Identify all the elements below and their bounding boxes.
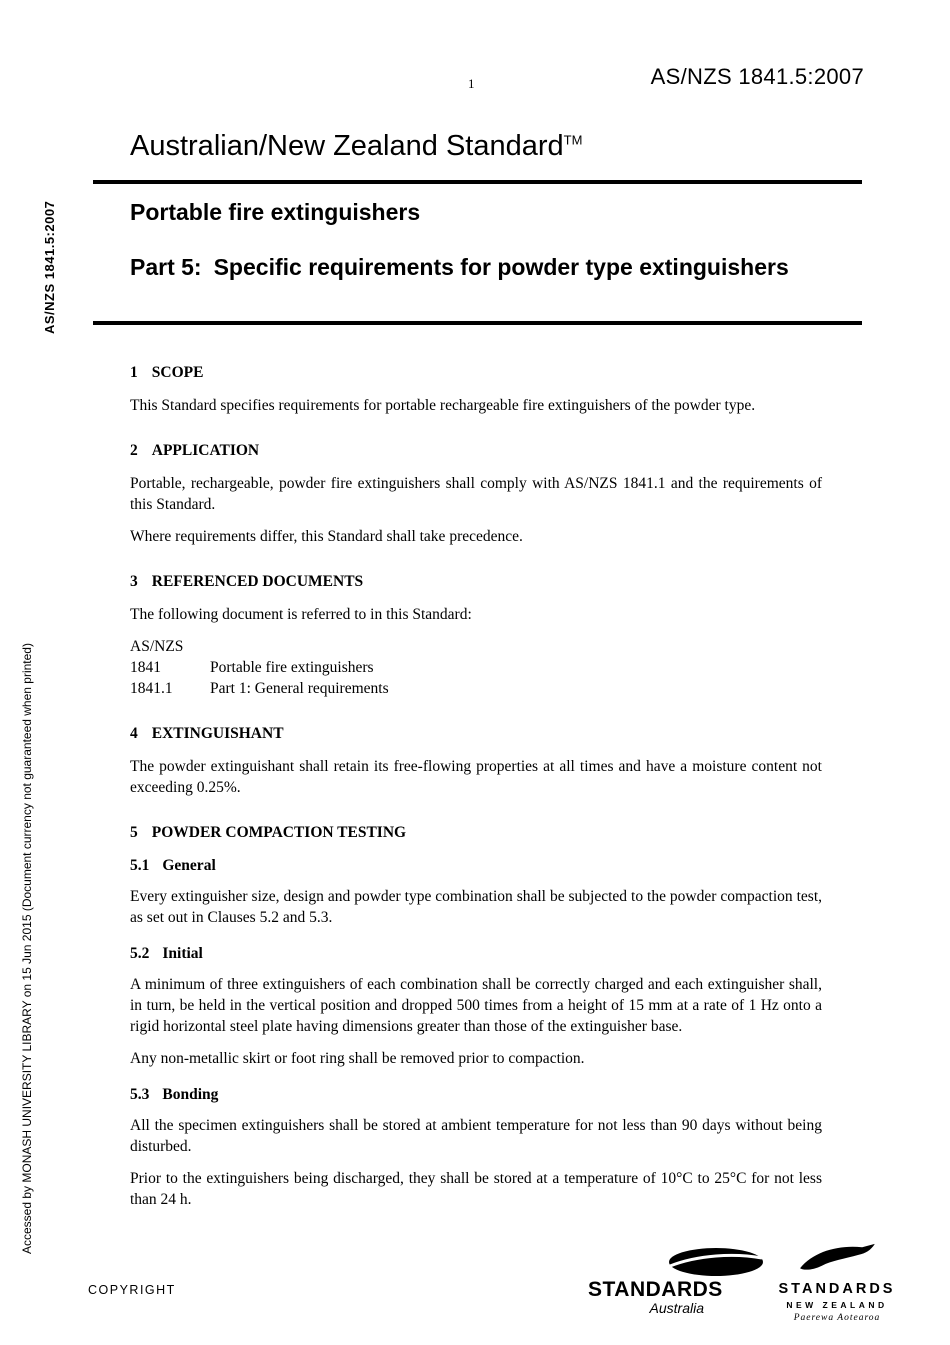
standards-nz-country: NEW ZEALAND — [786, 1300, 888, 1310]
section-number: 1 — [130, 364, 138, 381]
trademark-superscript: TM — [563, 132, 583, 148]
reference-item — [130, 657, 822, 678]
paragraph: The powder extinguishant shall retain its free-flowing properties at all times and have a moisture content not exceeding 0.25%. — [130, 758, 822, 796]
section-number: 2 — [130, 442, 138, 459]
subsection-number: 5.3 — [130, 1086, 150, 1103]
subsection-title: General — [162, 857, 216, 874]
section-heading — [130, 362, 822, 383]
subsection-heading-bonding — [130, 1084, 822, 1105]
paragraph: Portable, rechargeable, powder fire extinguishers shall comply with AS/NZS 1841.1 and the requirements of this Standard. — [130, 475, 822, 513]
section-number: 3 — [130, 573, 138, 590]
reference-code: 1841 — [130, 659, 161, 676]
section-title: POWDER COMPACTION TESTING — [151, 824, 407, 841]
reference-title: Part 1: General requirements — [210, 680, 389, 697]
section-heading — [130, 440, 822, 461]
reference-series: AS/NZS — [130, 638, 184, 655]
section-heading — [130, 723, 822, 744]
divider-rule-top — [93, 180, 862, 184]
standards-australia-wordmark: STANDARDS — [588, 1278, 723, 1301]
reference-code: 1841.1 — [130, 680, 173, 697]
subsection-title: Bonding — [162, 1086, 219, 1103]
subsection-heading-initial — [130, 943, 822, 964]
section-number: 4 — [130, 725, 138, 742]
paragraph: Every extinguisher size, design and powder type combination shall be subjected to the powder compaction test, as set out in Clauses 5.2 and 5.3. — [130, 888, 822, 926]
section-heading — [130, 571, 822, 592]
section-extinguishant — [130, 723, 822, 798]
standards-australia-country: Australia — [649, 1300, 704, 1316]
paragraph: Prior to the extinguishers being discharged, they shall be stored at a temperature of 10°C to 25°C for not less than 24 h. — [130, 1170, 822, 1208]
subsection-title: Initial — [162, 945, 203, 962]
paragraph: All the specimen extinguishers shall be stored at ambient temperature for not less than 90 days without being disturbed. — [130, 1117, 822, 1155]
standards-australia-lens-icon — [668, 1247, 764, 1277]
document-subject-title: Portable fire extinguishers — [130, 199, 421, 225]
paragraph: Where requirements differ, this Standard shall take precedence. — [130, 528, 523, 545]
header-doc-code: AS/NZS 1841.5:2007 — [650, 64, 864, 89]
standards-nz-wordmark: STANDARDS — [778, 1281, 896, 1297]
part-title-text: Specific requirements for powder type extinguishers — [213, 254, 789, 280]
library-access-watermark: Accessed by MONASH UNIVERSITY LIBRARY on 15 Jun 2015 (Document currency not guaranteed when printed) — [20, 643, 34, 1254]
section-title: APPLICATION — [151, 442, 260, 459]
subsection-number: 5.1 — [130, 857, 150, 874]
standards-nz-bird-icon — [795, 1243, 879, 1275]
standards-nz-tagline: Paerewa Aotearoa — [793, 1313, 881, 1323]
divider-rule-bottom — [93, 321, 862, 325]
subsection-number: 5.2 — [130, 945, 150, 962]
copyright-label: COPYRIGHT — [88, 1283, 176, 1297]
paragraph: Any non-metallic skirt or foot ring shall be removed prior to compaction. — [130, 1050, 585, 1067]
document-part-title — [130, 251, 789, 283]
series-title — [130, 130, 582, 163]
reference-list — [130, 636, 822, 699]
section-number: 5 — [130, 824, 138, 841]
standards-nz-logo — [770, 1243, 904, 1323]
section-application — [130, 440, 822, 547]
reference-item — [130, 678, 822, 699]
section-referenced-documents — [130, 571, 822, 699]
section-scope — [130, 362, 822, 416]
standards-australia-logo — [588, 1247, 764, 1315]
reference-title: Portable fire extinguishers — [210, 659, 374, 676]
part-label: Part 5: — [130, 254, 202, 280]
page-number: 1 — [468, 76, 475, 91]
section-heading — [130, 822, 822, 843]
section-title: EXTINGUISHANT — [151, 725, 284, 742]
paragraph: The following document is referred to in this Standard: — [130, 606, 472, 623]
series-title-text: Australian/New Zealand Standard — [130, 130, 564, 162]
section-powder-compaction-testing — [130, 822, 822, 1210]
paragraph: This Standard specifies requirements for portable rechargeable fire extinguishers of the powder type. — [130, 397, 756, 414]
document-body — [130, 346, 822, 1221]
spine-doc-code: AS/NZS 1841.5:2007 — [42, 200, 57, 334]
paragraph: A minimum of three extinguishers of each combination shall be correctly charged and each extinguisher shall, in turn, be held in the vertical position and dropped 500 times from a height of 15 mm at a rate of 1 Hz onto a rigid horizontal steel plate having dimensions greater than those of the extinguisher base. — [130, 976, 822, 1035]
subsection-heading-general — [130, 855, 822, 876]
section-title: SCOPE — [151, 364, 204, 381]
section-title: REFERENCED DOCUMENTS — [151, 573, 364, 590]
